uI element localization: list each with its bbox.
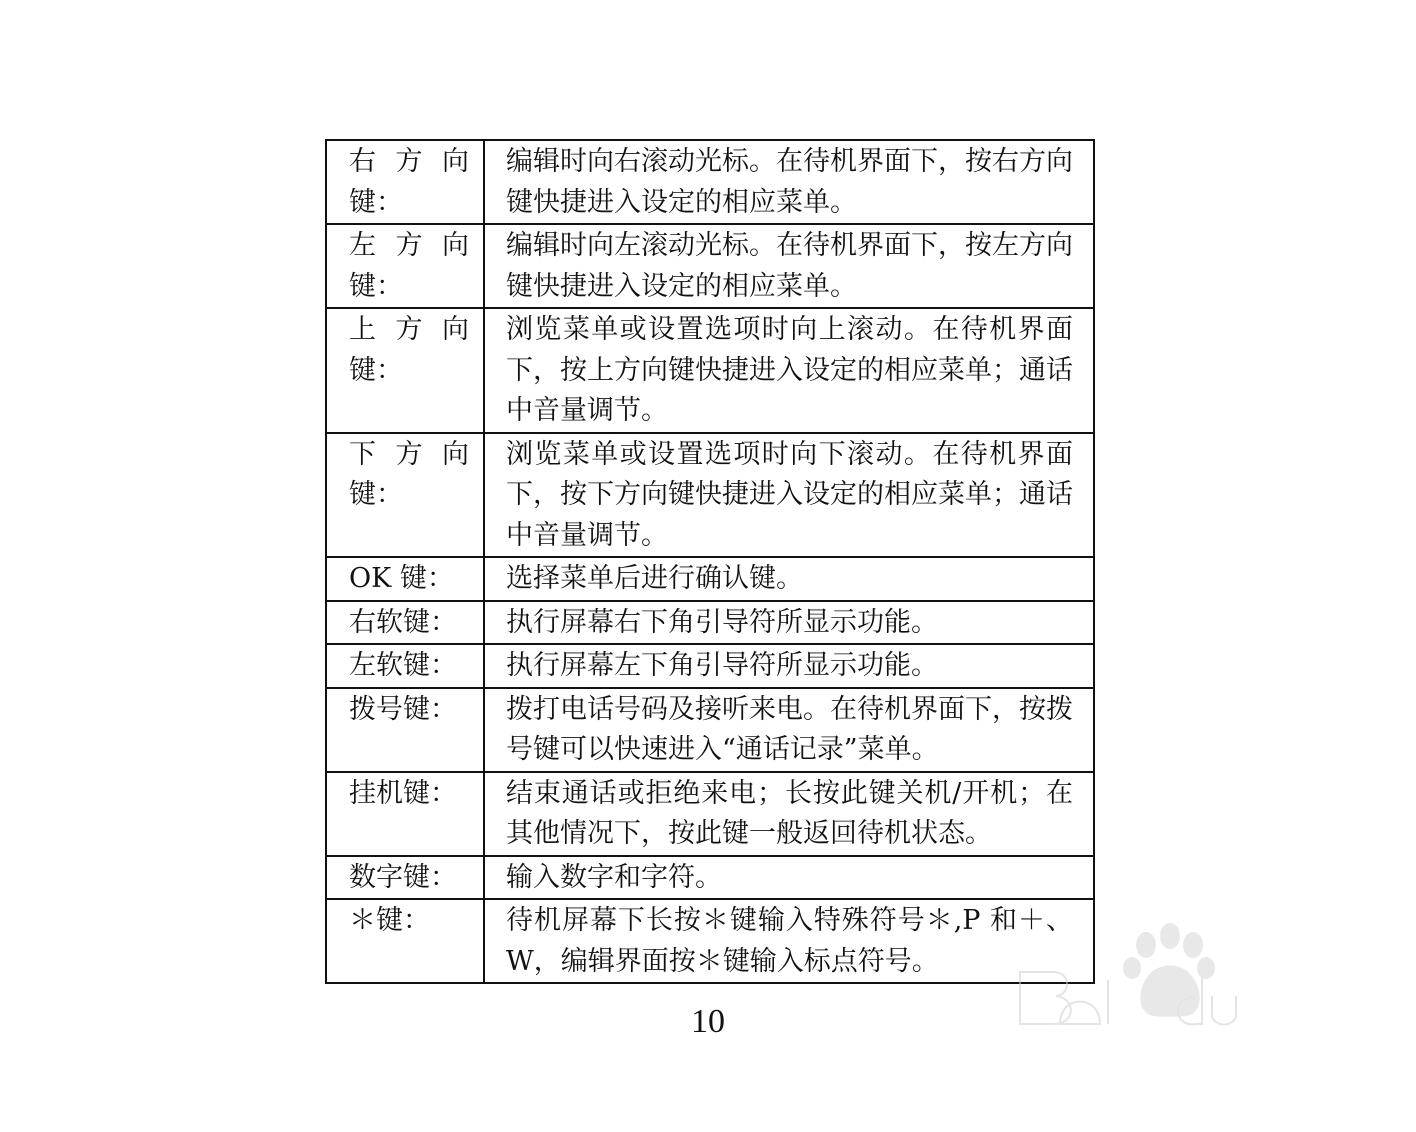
key-description-cell: 浏览菜单或设置选项时向下滚动。在待机界面下，按下方向键快捷进入设定的相应菜单；通话中音量调节。: [484, 433, 1094, 558]
baidu-jingyan-watermark: [998, 918, 1338, 1086]
key-description-cell: 执行屏幕右下角引导符所显示功能。: [484, 601, 1094, 645]
key-description-cell: 浏览菜单或设置选项时向上滚动。在待机界面下，按上方向键快捷进入设定的相应菜单；通话中音量调节。: [484, 308, 1094, 433]
key-description-cell: 结束通话或拒绝来电；长按此键关机/开机；在其他情况下，按此键一般返回待机状态。: [484, 772, 1094, 856]
table-row: [326, 772, 1094, 856]
key-name-cell: 左软键：: [326, 644, 484, 688]
table-row: [326, 856, 1094, 900]
paw-logo-icon: [998, 918, 1338, 1086]
key-function-table-body: [326, 140, 1094, 983]
table-row: [326, 140, 1094, 224]
table-row: [326, 557, 1094, 601]
page-number: 10: [691, 1003, 725, 1040]
key-name-cell: 右 方 向 键：: [326, 140, 484, 224]
key-name-cell: 上 方 向 键：: [326, 308, 484, 433]
key-function-table: [325, 139, 1095, 984]
key-description-cell: 待机屏幕下长按＊键输入特殊符号＊,P 和＋、W，编辑界面按＊键输入标点符号。: [484, 899, 1094, 983]
key-name-cell: ＊键：: [326, 899, 484, 983]
key-description-cell: 执行屏幕左下角引导符所显示功能。: [484, 644, 1094, 688]
key-name-cell: 左 方 向 键：: [326, 224, 484, 308]
key-name-cell: 下 方 向 键：: [326, 433, 484, 558]
key-description-cell: 输入数字和字符。: [484, 856, 1094, 900]
key-name-cell: 右软键：: [326, 601, 484, 645]
table-row: [326, 308, 1094, 433]
key-description-cell: 编辑时向左滚动光标。在待机界面下，按左方向键快捷进入设定的相应菜单。: [484, 224, 1094, 308]
table-row: [326, 688, 1094, 772]
key-description-cell: 编辑时向右滚动光标。在待机界面下，按右方向键快捷进入设定的相应菜单。: [484, 140, 1094, 224]
key-name-cell: OK 键：: [326, 557, 484, 601]
key-description-cell: 拨打电话号码及接听来电。在待机界面下，按拨号键可以快速进入“通话记录”菜单。: [484, 688, 1094, 772]
key-name-cell: 数字键：: [326, 856, 484, 900]
table-row: [326, 433, 1094, 558]
table-row: [326, 644, 1094, 688]
table-row: [326, 601, 1094, 645]
table-row: [326, 899, 1094, 983]
key-description-cell: 选择菜单后进行确认键。: [484, 557, 1094, 601]
table-row: [326, 224, 1094, 308]
key-name-cell: 挂机键：: [326, 772, 484, 856]
key-name-cell: 拨号键：: [326, 688, 484, 772]
